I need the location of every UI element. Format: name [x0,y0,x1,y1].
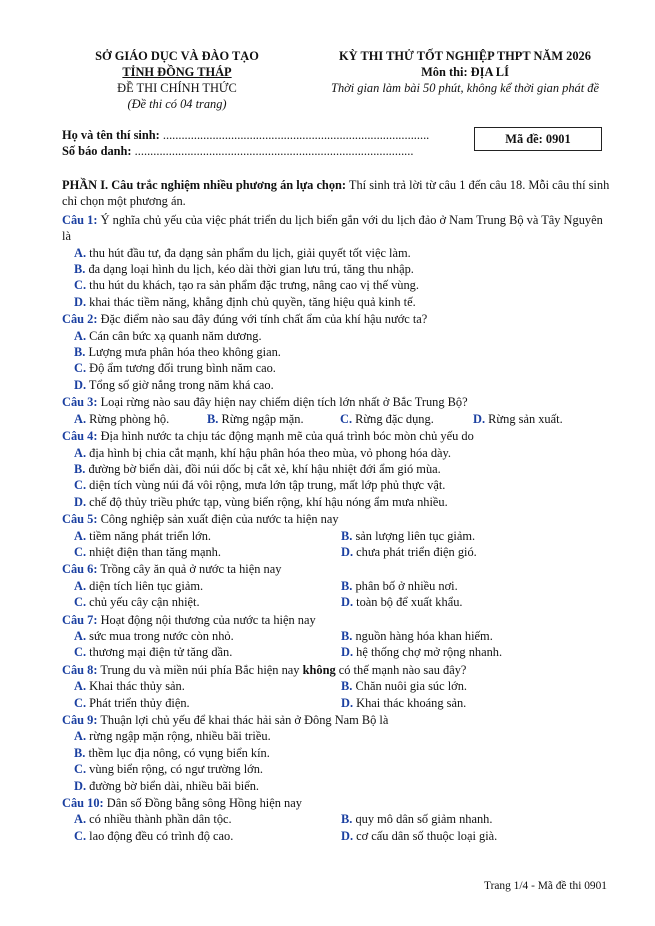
option-b: B. đường bờ biển dài, đồi núi dốc bị cắt xẻ, khí hậu nhiệt đới ẩm gió mùa. [74,461,441,476]
option-c: C. nhiệt điện than tăng mạnh. [74,544,221,559]
option-c: C. Phát triển thủy điện. [74,695,190,710]
question-text: Trung du và miền núi phía Bắc hiện nay [100,662,303,677]
option-a: A. Khai thác thủy sản. [74,679,185,694]
questions-section [62,177,610,844]
question-number: Câu 3: [62,395,98,410]
question-7 [62,612,610,628]
question-2 [62,311,610,327]
exam-code-box: Mã đề: 0901 [474,127,602,151]
option-c: C. thương mại điện tử tăng dần. [74,645,233,660]
option-a: A. thu hút đầu tư, đa dạng sản phẩm du lịch, giải quyết tốt việc làm. [74,245,411,260]
part-heading [62,177,610,210]
question-text: Địa hình nước ta chịu tác động mạnh mẽ của quá trình bóc mòn chủ yếu do [100,429,474,444]
question-text: Thuận lợi chủ yếu để khai thác hải sản ở Đông Nam Bộ là [100,713,389,727]
option-d: D. toàn bộ để xuất khẩu. [341,595,463,610]
option-b: B. Rừng ngập mặn. [207,411,304,426]
option-c: C. diện tích vùng núi đá vôi rộng, mưa lớn tập trung, mất lớp phủ thực vật. [74,478,446,493]
option-c: C. Rừng đặc dụng. [340,411,434,426]
candidate-name-field: ...................................................................................... [162,128,430,142]
option-a: A. địa hình bị chia cắt mạnh, khí hậu phân hóa theo mùa, vỏ phong hóa dày. [74,445,452,460]
option-d: D. cơ cấu dân số thuộc loại già. [341,828,498,843]
option-d: D. Rừng sản xuất. [473,411,563,426]
header-right [300,48,630,96]
question-text: Trồng cây ăn quả ở nước ta hiện nay [100,562,282,577]
question-text: Loại rừng nào sau đây hiện nay chiếm diện tích lớn nhất ở Bắc Trung Bộ? [100,395,468,410]
option-b: B. đa dạng loại hình du lịch, kéo dài thời gian lưu trú, tăng thu nhập. [74,262,414,277]
question-number: Câu 8: [62,662,98,677]
option-a: A. rừng ngập mặn rộng, nhiều bãi triều. [74,729,271,744]
option-a: A. Cán cân bức xạ quanh năm dương. [74,328,262,343]
candidate-id-label: Số báo danh: [62,144,132,158]
part-title: PHẦN I. Câu trắc nghiệm nhiều phương án lựa chọn: [62,178,347,192]
option-a: A. Rừng phòng hộ. [74,411,170,426]
part-instruction: Thí sinh trả lời từ câu 1 đến câu 18. Mỗi câu thí sinh chỉ chọn một phương án. [62,178,610,209]
option-a: A. sức mua trong nước còn nhỏ. [74,628,234,643]
option-a: A. tiềm năng phát triển lớn. [74,528,211,543]
subject-name: Môn thi: ĐỊA LÍ [421,65,509,79]
question-1 [62,212,610,245]
option-b: B. Lượng mưa phân hóa theo không gian. [74,345,281,360]
candidate-info [62,127,482,159]
question-10 [62,795,610,811]
option-d: D. đường bờ biển dài, nhiều bãi biển. [74,778,260,793]
option-d: D. khai thác tiềm năng, khẳng định chủ quyền, tăng hiệu quả kinh tế. [74,294,416,309]
question-4 [62,428,610,444]
option-d: D. Tổng số giờ nắng trong năm khá cao. [74,377,274,392]
question-text: Ý nghĩa chủ yếu của việc phát triển du lịch biển gắn với du lịch đảo ở Nam Trung Bộ và Tây Nguyên là [62,212,603,244]
exam-title: KỲ THI THỬ TỐT NGHIỆP THPT NĂM 2026 [339,49,591,63]
question-number: Câu 7: [62,612,98,627]
question-number: Câu 9: [62,713,98,727]
department-name: SỞ GIÁO DỤC VÀ ĐÀO TẠO [95,49,259,63]
option-b: B. Chăn nuôi gia súc lớn. [341,679,468,694]
question-text-end: có thế mạnh nào sau đây? [335,662,467,677]
option-d: D. chế độ thủy triều phức tạp, vùng biển rộng, khí hậu nóng ẩm mưa nhiều. [74,494,448,509]
question-text: Công nghiệp sản xuất điện của nước ta hiện nay [100,512,339,527]
option-b: B. quy mô dân số giảm nhanh. [341,812,493,827]
option-a: A. diện tích liên tục giảm. [74,578,204,593]
question-number: Câu 4: [62,429,98,444]
option-d: D. Khai thác khoáng sản. [341,695,467,710]
option-b: B. sản lượng liên tục giảm. [341,528,476,543]
official-exam-label: ĐỀ THI CHÍNH THỨC [117,81,237,95]
page-count-note: (Đề thi có 04 trang) [127,97,227,111]
candidate-name-label: Họ và tên thí sinh: [62,128,160,142]
question-text: Hoạt động nội thương của nước ta hiện nay [100,612,316,627]
option-c: C. thu hút du khách, tạo ra sản phẩm đặc trưng, nâng cao vị thế vùng. [74,278,419,293]
candidate-id-field: .......................................................................................... [134,144,414,158]
page-footer: Trang 1/4 - Mã đề thi 0901 [484,880,607,892]
question-number: Câu 10: [62,796,104,811]
question-9 [62,712,610,728]
question-number: Câu 6: [62,562,98,577]
question-8 [62,662,610,678]
option-b: B. phân bố ở nhiều nơi. [341,578,458,593]
question-number: Câu 2: [62,312,98,327]
question-number: Câu 5: [62,512,98,527]
option-c: C. chủ yếu cây cận nhiệt. [74,595,200,610]
option-d: D. chưa phát triển điện gió. [341,544,477,559]
option-c: C. lao động đều có trình độ cao. [74,828,234,843]
option-b: B. thềm lục địa nông, có vụng biển kín. [74,745,270,760]
question-emphasis: không [302,662,336,677]
time-note: Thời gian làm bài 50 phút, không kể thời gian phát đề [331,81,599,95]
question-text: Đặc điểm nào sau đây đúng với tính chất ẩm của khí hậu nước ta? [100,312,428,327]
province-name: TỈNH ĐỒNG THÁP [122,65,232,79]
option-b: B. nguồn hàng hóa khan hiếm. [341,628,493,643]
question-3 [62,394,610,410]
question-text: Dân số Đồng bằng sông Hồng hiện nay [106,796,302,811]
header-left [62,48,292,112]
option-c: C. Độ ẩm tương đối trung bình năm cao. [74,361,276,376]
option-d: D. hệ thống chợ mở rộng nhanh. [341,645,503,660]
option-c: C. vùng biển rộng, có ngư trường lớn. [74,762,263,777]
option-a: A. có nhiều thành phần dân tộc. [74,812,232,827]
question-number: Câu 1: [62,212,98,227]
question-5 [62,511,610,527]
question-6 [62,561,610,577]
